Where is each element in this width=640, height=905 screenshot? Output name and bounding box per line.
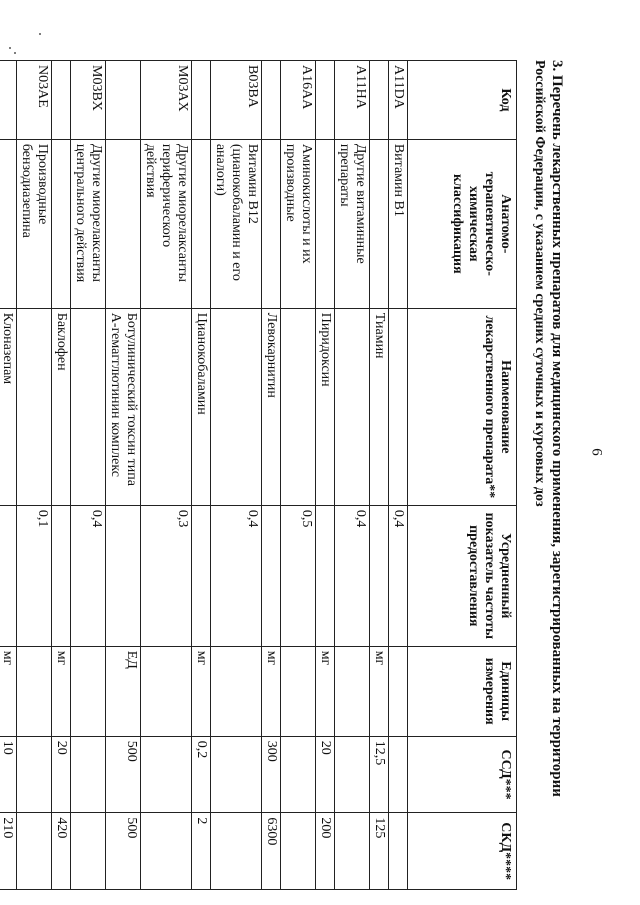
cell-unit bbox=[141, 646, 192, 736]
scan-speck bbox=[39, 33, 41, 35]
cell-skd: 210 bbox=[0, 813, 17, 890]
header-unit: Единицы измерения bbox=[408, 646, 517, 736]
table-row bbox=[71, 61, 106, 890]
table-header-row bbox=[408, 61, 517, 890]
section-heading bbox=[531, 60, 565, 890]
cell-unit: мг bbox=[370, 646, 389, 736]
cell-atc bbox=[192, 139, 211, 308]
table-row bbox=[316, 61, 335, 890]
cell-atc: Витамин B1 bbox=[389, 139, 408, 308]
cell-skd bbox=[71, 813, 106, 890]
header-ssd: ССД*** bbox=[408, 736, 517, 813]
cell-drug-name: Пиридоксин bbox=[316, 308, 335, 505]
cell-skd: 2 bbox=[192, 813, 211, 890]
cell-skd: 125 bbox=[370, 813, 389, 890]
cell-unit: мг bbox=[316, 646, 335, 736]
header-frequency: Усредненный показатель частоты предоставления bbox=[408, 505, 517, 646]
header-drug-name: Наименование лекарственного препарата** bbox=[408, 308, 517, 505]
cell-drug-name bbox=[211, 308, 262, 505]
cell-unit bbox=[281, 646, 316, 736]
cell-frequency bbox=[316, 505, 335, 646]
cell-code bbox=[316, 61, 335, 140]
cell-ssd bbox=[17, 736, 52, 813]
cell-drug-name bbox=[17, 308, 52, 505]
cell-code: N03AE bbox=[17, 61, 52, 140]
cell-frequency bbox=[0, 505, 17, 646]
cell-unit: мг bbox=[192, 646, 211, 736]
cell-skd: 500 bbox=[106, 813, 141, 890]
cell-frequency: 0,4 bbox=[211, 505, 262, 646]
cell-ssd bbox=[335, 736, 370, 813]
cell-frequency: 0,4 bbox=[389, 505, 408, 646]
table-row bbox=[262, 61, 281, 890]
cell-ssd: 20 bbox=[52, 736, 71, 813]
table-row bbox=[17, 61, 52, 890]
cell-atc bbox=[316, 139, 335, 308]
cell-drug-name bbox=[389, 308, 408, 505]
table-row bbox=[106, 61, 141, 890]
cell-atc: Другие витаминные препараты bbox=[335, 139, 370, 308]
cell-code bbox=[192, 61, 211, 140]
page-number: 6 bbox=[588, 448, 605, 456]
cell-atc bbox=[106, 139, 141, 308]
cell-code bbox=[262, 61, 281, 140]
cell-skd: 6300 bbox=[262, 813, 281, 890]
cell-frequency bbox=[192, 505, 211, 646]
table-row bbox=[0, 61, 17, 890]
cell-unit bbox=[389, 646, 408, 736]
cell-ssd: 10 bbox=[0, 736, 17, 813]
cell-code bbox=[370, 61, 389, 140]
cell-atc: Аминокислоты и их производные bbox=[281, 139, 316, 308]
cell-ssd bbox=[141, 736, 192, 813]
cell-code: A11HA bbox=[335, 61, 370, 140]
table-row bbox=[370, 61, 389, 890]
cell-code bbox=[0, 61, 17, 140]
cell-frequency: 0,3 bbox=[141, 505, 192, 646]
table-body bbox=[0, 61, 408, 890]
heading-line-2: Российской Федерации, с указанием средних суточных и курсовых доз bbox=[532, 60, 547, 507]
cell-drug-name bbox=[281, 308, 316, 505]
table-row bbox=[52, 61, 71, 890]
cell-unit bbox=[335, 646, 370, 736]
scan-speck bbox=[9, 47, 11, 49]
cell-unit: ЕД bbox=[106, 646, 141, 736]
table-row bbox=[192, 61, 211, 890]
cell-skd bbox=[281, 813, 316, 890]
scan-speck bbox=[14, 52, 16, 54]
cell-skd bbox=[335, 813, 370, 890]
cell-skd: 420 bbox=[52, 813, 71, 890]
cell-frequency bbox=[106, 505, 141, 646]
cell-frequency bbox=[52, 505, 71, 646]
cell-code: A11DA bbox=[389, 61, 408, 140]
cell-drug-name: Клоназепам bbox=[0, 308, 17, 505]
drug-table bbox=[0, 60, 517, 890]
cell-atc: Другие миорелаксанты периферического действия bbox=[141, 139, 192, 308]
cell-skd bbox=[211, 813, 262, 890]
cell-ssd bbox=[281, 736, 316, 813]
table-row bbox=[335, 61, 370, 890]
header-code: Код bbox=[408, 61, 517, 140]
cell-atc bbox=[262, 139, 281, 308]
cell-drug-name: Ботулинический токсин типа А-гемагглютинин комплекс bbox=[106, 308, 141, 505]
table-row bbox=[211, 61, 262, 890]
cell-frequency: 0,5 bbox=[281, 505, 316, 646]
cell-code: A16AA bbox=[281, 61, 316, 140]
cell-ssd bbox=[211, 736, 262, 813]
header-skd: СКД**** bbox=[408, 813, 517, 890]
cell-frequency: 0,1 bbox=[17, 505, 52, 646]
cell-drug-name: Тиамин bbox=[370, 308, 389, 505]
cell-ssd: 12,5 bbox=[370, 736, 389, 813]
cell-unit bbox=[211, 646, 262, 736]
cell-ssd: 500 bbox=[106, 736, 141, 813]
cell-ssd: 20 bbox=[316, 736, 335, 813]
cell-skd bbox=[389, 813, 408, 890]
cell-ssd bbox=[71, 736, 106, 813]
cell-unit: мг bbox=[52, 646, 71, 736]
cell-atc: Витамин B12 (цианокобаламин и его аналоги) bbox=[211, 139, 262, 308]
cell-ssd: 0,2 bbox=[192, 736, 211, 813]
cell-drug-name bbox=[141, 308, 192, 505]
cell-drug-name: Левокарнитин bbox=[262, 308, 281, 505]
table-row bbox=[281, 61, 316, 890]
cell-code: M03BX bbox=[71, 61, 106, 140]
cell-unit bbox=[71, 646, 106, 736]
cell-drug-name: Цианокобаламин bbox=[192, 308, 211, 505]
cell-unit bbox=[17, 646, 52, 736]
cell-atc bbox=[0, 139, 17, 308]
cell-skd: 200 bbox=[316, 813, 335, 890]
heading-line-1: 3. Перечень лекарственных препаратов для медицинского применения, зарегистрированных на территории bbox=[549, 60, 565, 797]
cell-unit: мг bbox=[262, 646, 281, 736]
cell-frequency: 0,4 bbox=[71, 505, 106, 646]
cell-unit: мг bbox=[0, 646, 17, 736]
cell-code bbox=[106, 61, 141, 140]
cell-atc bbox=[52, 139, 71, 308]
cell-atc bbox=[370, 139, 389, 308]
table-row bbox=[389, 61, 408, 890]
table-row bbox=[141, 61, 192, 890]
cell-ssd: 300 bbox=[262, 736, 281, 813]
cell-frequency bbox=[262, 505, 281, 646]
cell-skd bbox=[141, 813, 192, 890]
cell-drug-name bbox=[71, 308, 106, 505]
cell-atc: Производные бензодиазепина bbox=[17, 139, 52, 308]
cell-ssd bbox=[389, 736, 408, 813]
cell-skd bbox=[17, 813, 52, 890]
cell-code bbox=[52, 61, 71, 140]
cell-drug-name bbox=[335, 308, 370, 505]
header-atc: Анатомо-терапевтическо-химическая классификация bbox=[408, 139, 517, 308]
rotated-document bbox=[0, 60, 565, 890]
cell-code: M03AX bbox=[141, 61, 192, 140]
cell-frequency bbox=[370, 505, 389, 646]
cell-atc: Другие миорелаксанты центрального действия bbox=[71, 139, 106, 308]
cell-frequency: 0,4 bbox=[335, 505, 370, 646]
cell-drug-name: Баклофен bbox=[52, 308, 71, 505]
cell-code: B03BA bbox=[211, 61, 262, 140]
